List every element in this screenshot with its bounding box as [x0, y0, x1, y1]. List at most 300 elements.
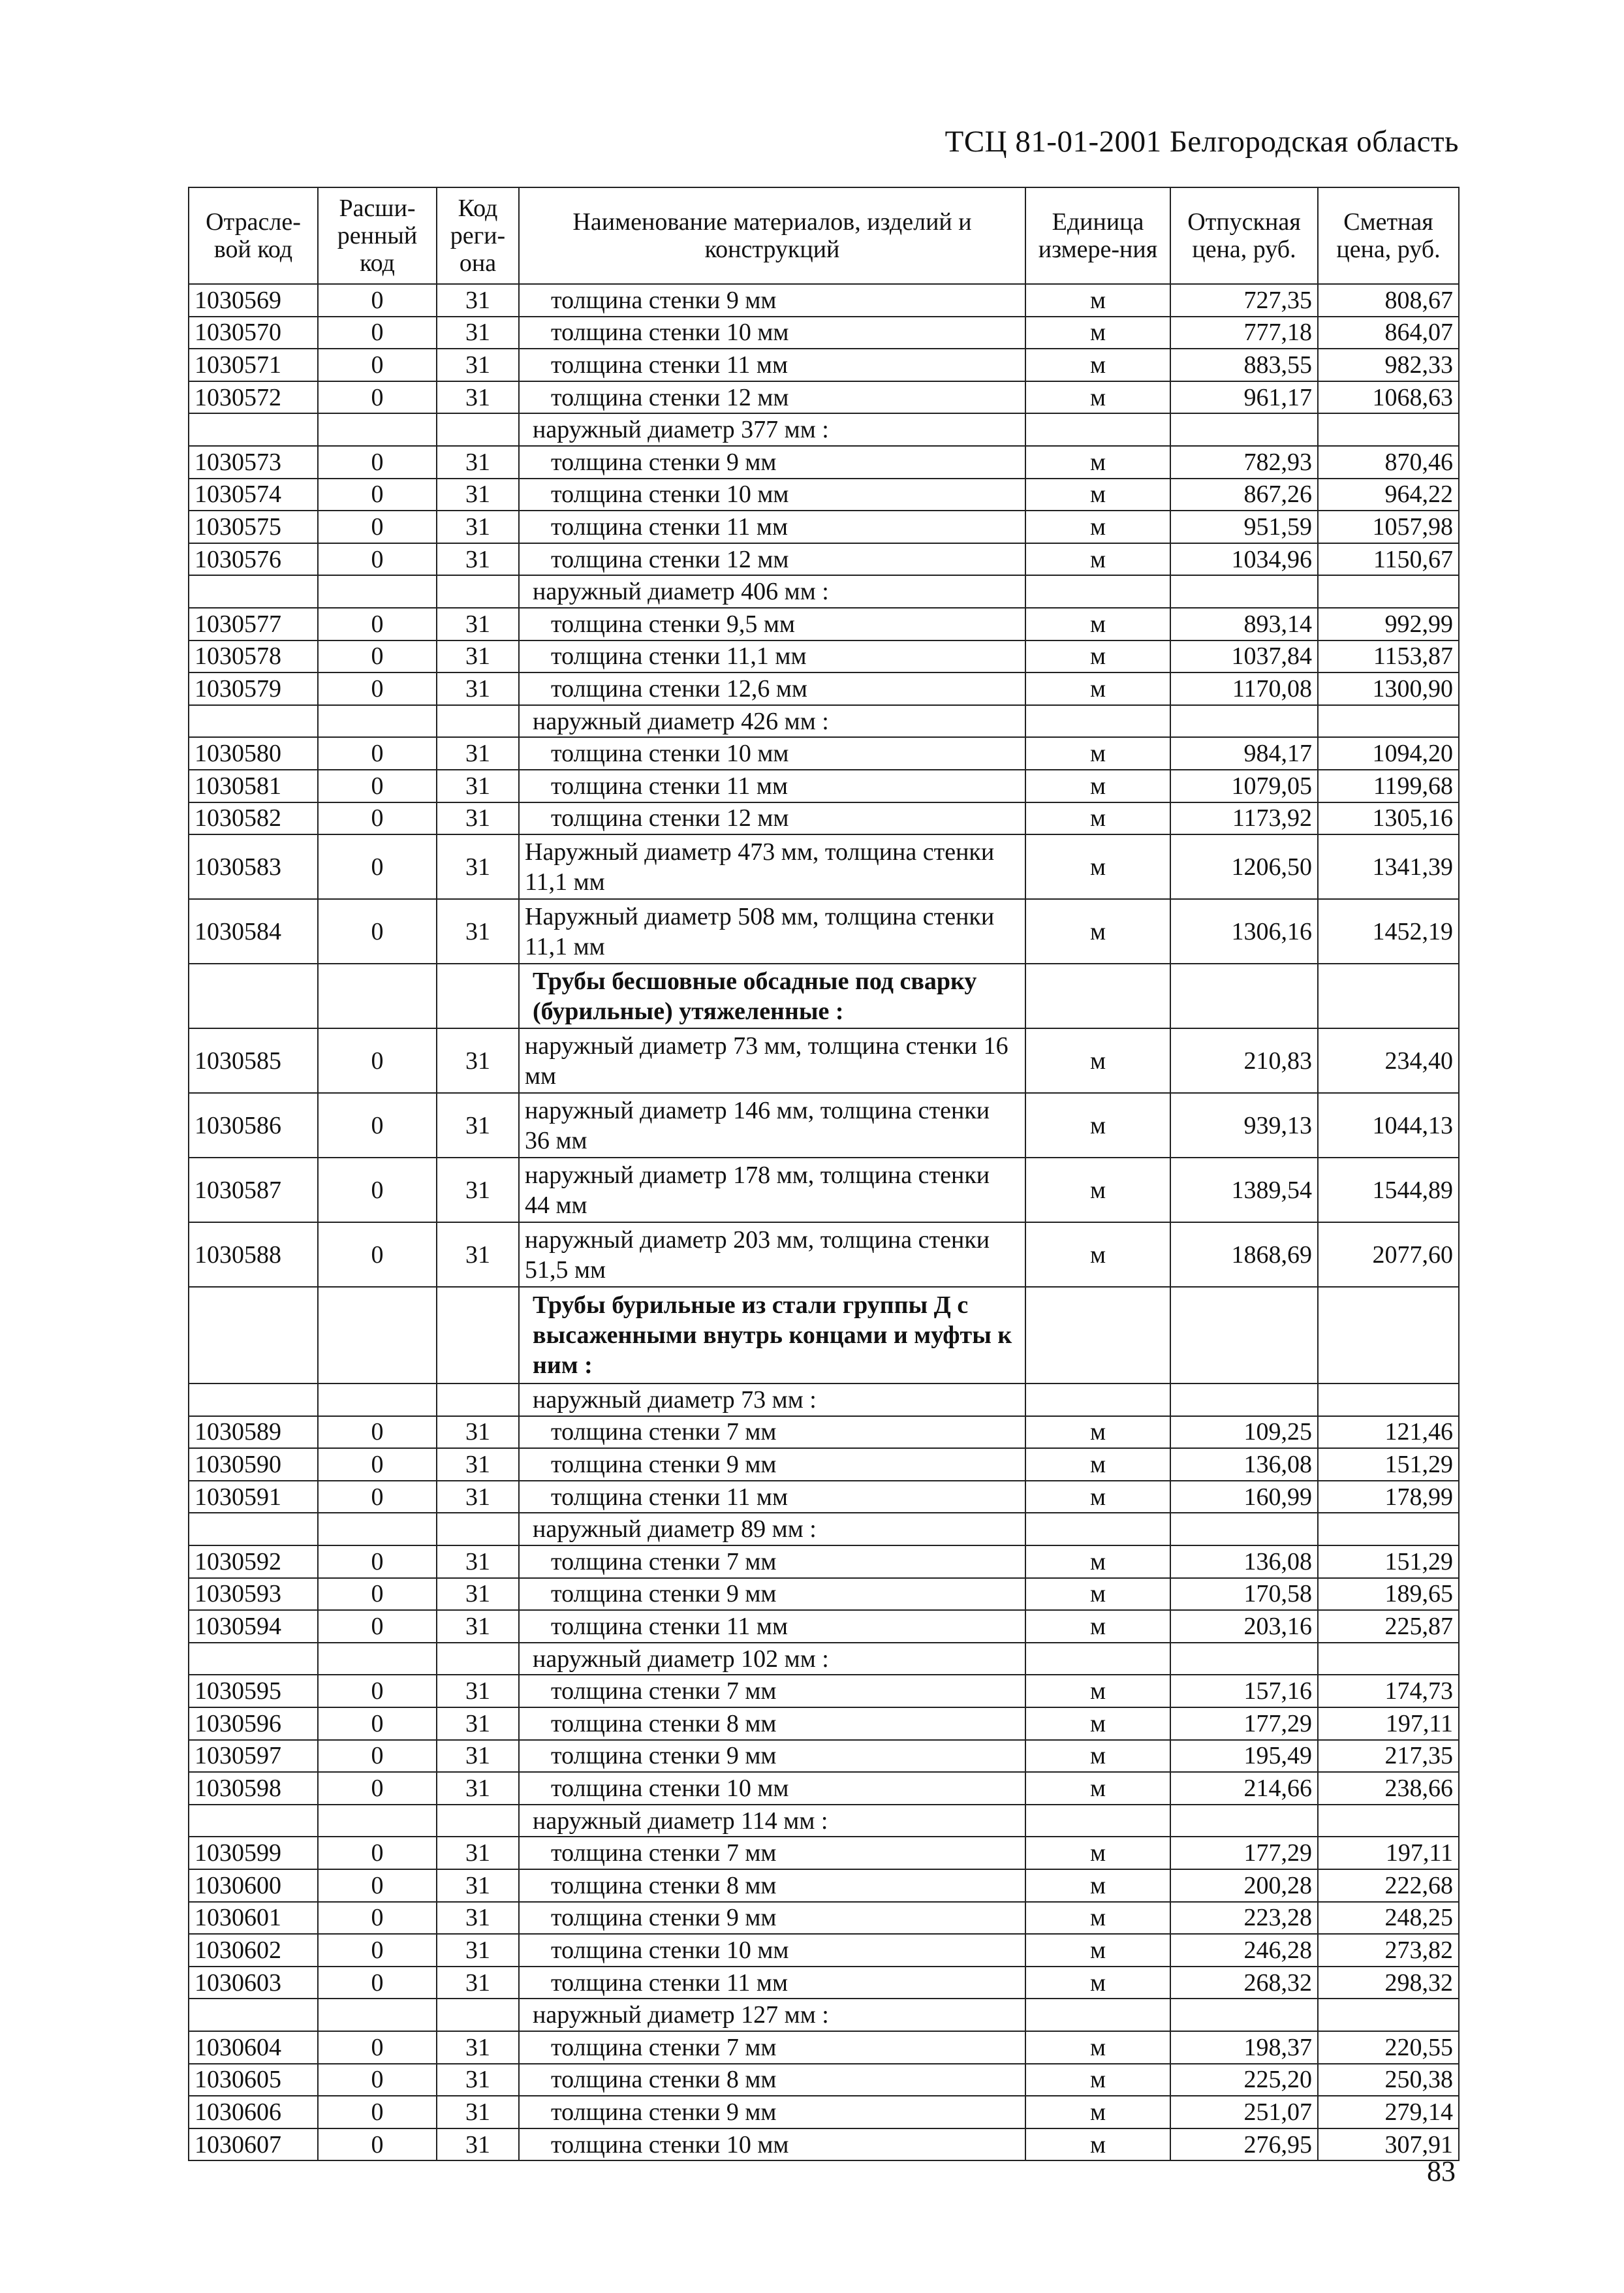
cell-estimate — [1318, 1513, 1459, 1545]
cell-unit: м — [1025, 317, 1170, 349]
cell-code: 1030606 — [189, 2096, 318, 2128]
cell-region: 31 — [437, 1222, 519, 1287]
table-header-row — [189, 187, 1459, 284]
cell-unit: м — [1025, 834, 1170, 899]
cell-ext-code: 0 — [318, 511, 437, 543]
cell-price — [1170, 1643, 1318, 1675]
cell-name: толщина стенки 8 мм — [519, 1707, 1025, 1740]
cell-estimate: 250,38 — [1318, 2064, 1459, 2096]
cell-code: 1030602 — [189, 1934, 318, 1967]
cell-ext-code: 0 — [318, 1481, 437, 1513]
cell-code: 1030598 — [189, 1772, 318, 1805]
cell-unit — [1025, 1513, 1170, 1545]
cell-price: 210,83 — [1170, 1028, 1318, 1093]
cell-region — [437, 705, 519, 738]
col-header-unit: Единица измере-ния — [1025, 187, 1170, 284]
cell-estimate — [1318, 1384, 1459, 1416]
cell-price: 867,26 — [1170, 479, 1318, 511]
cell-estimate: 870,46 — [1318, 446, 1459, 479]
cell-estimate: 151,29 — [1318, 1545, 1459, 1578]
cell-ext-code: 0 — [318, 1740, 437, 1773]
table-row — [189, 1578, 1459, 1611]
cell-name: толщина стенки 9 мм — [519, 1578, 1025, 1611]
cell-price: 203,16 — [1170, 1610, 1318, 1643]
cell-unit: м — [1025, 2096, 1170, 2128]
cell-ext-code: 0 — [318, 1093, 437, 1158]
cell-price — [1170, 1513, 1318, 1545]
table-row — [189, 1772, 1459, 1805]
cell-region: 31 — [437, 284, 519, 317]
table-row — [189, 640, 1459, 673]
cell-code: 1030581 — [189, 770, 318, 802]
cell-unit: м — [1025, 1610, 1170, 1643]
cell-price: 170,58 — [1170, 1578, 1318, 1611]
cell-region: 31 — [437, 511, 519, 543]
cell-ext-code: 0 — [318, 2064, 437, 2096]
cell-estimate: 298,32 — [1318, 1967, 1459, 1999]
cell-code: 1030580 — [189, 737, 318, 770]
table-row — [189, 1740, 1459, 1773]
cell-price: 251,07 — [1170, 2096, 1318, 2128]
cell-ext-code: 0 — [318, 737, 437, 770]
cell-name: толщина стенки 9 мм — [519, 2096, 1025, 2128]
cell-region: 31 — [437, 770, 519, 802]
cell-price — [1170, 1384, 1318, 1416]
cell-name: наружный диаметр 203 мм, толщина стенки 51,5 мм — [519, 1222, 1025, 1287]
cell-region: 31 — [437, 2031, 519, 2064]
cell-unit: м — [1025, 1416, 1170, 1449]
cell-name: толщина стенки 7 мм — [519, 1675, 1025, 1707]
cell-ext-code: 0 — [318, 1869, 437, 1902]
cell-name: толщина стенки 7 мм — [519, 1837, 1025, 1869]
table-row — [189, 317, 1459, 349]
cell-code: 1030595 — [189, 1675, 318, 1707]
cell-unit: м — [1025, 1902, 1170, 1935]
cell-price: 160,99 — [1170, 1481, 1318, 1513]
cell-price: 1306,16 — [1170, 899, 1318, 964]
cell-price: 939,13 — [1170, 1093, 1318, 1158]
cell-ext-code — [318, 964, 437, 1028]
cell-unit: м — [1025, 349, 1170, 381]
cell-price: 883,55 — [1170, 349, 1318, 381]
cell-name: толщина стенки 10 мм — [519, 737, 1025, 770]
cell-unit — [1025, 705, 1170, 738]
cell-price: 198,37 — [1170, 2031, 1318, 2064]
cell-region: 31 — [437, 381, 519, 414]
cell-price: 951,59 — [1170, 511, 1318, 543]
cell-estimate — [1318, 1999, 1459, 2031]
cell-unit: м — [1025, 1837, 1170, 1869]
cell-code: 1030572 — [189, 381, 318, 414]
cell-price: 1206,50 — [1170, 834, 1318, 899]
cell-code: 1030591 — [189, 1481, 318, 1513]
cell-unit: м — [1025, 737, 1170, 770]
cell-code: 1030579 — [189, 672, 318, 705]
cell-ext-code: 0 — [318, 1158, 437, 1222]
table-row — [189, 1902, 1459, 1935]
table-row — [189, 511, 1459, 543]
cell-estimate: 1150,67 — [1318, 543, 1459, 576]
col-header-ext: Расши-ренный код — [318, 187, 437, 284]
cell-unit: м — [1025, 2128, 1170, 2161]
cell-name: Трубы бурильные из стали группы Д с высаженными внутрь концами и муфты к ним : — [519, 1287, 1025, 1384]
table-row — [189, 349, 1459, 381]
cell-region: 31 — [437, 349, 519, 381]
cell-unit: м — [1025, 381, 1170, 414]
cell-name: толщина стенки 12,6 мм — [519, 672, 1025, 705]
cell-estimate — [1318, 413, 1459, 446]
cell-code — [189, 1805, 318, 1837]
table-row — [189, 1448, 1459, 1481]
cell-estimate — [1318, 1287, 1459, 1384]
col-header-region: Код реги-она — [437, 187, 519, 284]
table-row — [189, 1028, 1459, 1093]
cell-region: 31 — [437, 1610, 519, 1643]
table-row — [189, 802, 1459, 835]
cell-ext-code — [318, 1805, 437, 1837]
cell-code: 1030594 — [189, 1610, 318, 1643]
cell-price — [1170, 1287, 1318, 1384]
cell-unit: м — [1025, 479, 1170, 511]
cell-unit: м — [1025, 672, 1170, 705]
cell-price: 276,95 — [1170, 2128, 1318, 2161]
cell-unit: м — [1025, 1158, 1170, 1222]
cell-code: 1030586 — [189, 1093, 318, 1158]
cell-price — [1170, 964, 1318, 1028]
cell-ext-code: 0 — [318, 1837, 437, 1869]
cell-unit: м — [1025, 1740, 1170, 1773]
table-section-row — [189, 1513, 1459, 1545]
cell-ext-code: 0 — [318, 802, 437, 835]
cell-estimate: 151,29 — [1318, 1448, 1459, 1481]
cell-name: наружный диаметр 114 мм : — [519, 1805, 1025, 1837]
cell-region — [437, 575, 519, 608]
cell-code: 1030588 — [189, 1222, 318, 1287]
cell-ext-code: 0 — [318, 1902, 437, 1935]
table-row — [189, 1093, 1459, 1158]
cell-code: 1030574 — [189, 479, 318, 511]
table-row — [189, 446, 1459, 479]
cell-code: 1030600 — [189, 1869, 318, 1902]
cell-code: 1030585 — [189, 1028, 318, 1093]
cell-code — [189, 1513, 318, 1545]
cell-price: 177,29 — [1170, 1837, 1318, 1869]
table-body — [189, 284, 1459, 2160]
cell-ext-code — [318, 1999, 437, 2031]
cell-code: 1030587 — [189, 1158, 318, 1222]
table-row — [189, 672, 1459, 705]
page-header: ТСЦ 81-01-2001 Белгородская область — [945, 125, 1459, 159]
cell-region: 31 — [437, 1707, 519, 1740]
cell-name: толщина стенки 9 мм — [519, 1902, 1025, 1935]
cell-ext-code: 0 — [318, 349, 437, 381]
table-row — [189, 899, 1459, 964]
cell-name: толщина стенки 8 мм — [519, 1869, 1025, 1902]
table-row — [189, 834, 1459, 899]
table-section-row — [189, 1643, 1459, 1675]
cell-estimate: 279,14 — [1318, 2096, 1459, 2128]
table-row — [189, 1610, 1459, 1643]
table-row — [189, 737, 1459, 770]
table-row — [189, 1416, 1459, 1449]
cell-price: 246,28 — [1170, 1934, 1318, 1967]
cell-estimate: 1044,13 — [1318, 1093, 1459, 1158]
table-row — [189, 770, 1459, 802]
cell-price: 136,08 — [1170, 1545, 1318, 1578]
cell-region: 31 — [437, 737, 519, 770]
cell-unit: м — [1025, 1028, 1170, 1093]
cell-price: 157,16 — [1170, 1675, 1318, 1707]
cell-estimate: 1199,68 — [1318, 770, 1459, 802]
cell-name: наружный диаметр 73 мм : — [519, 1384, 1025, 1416]
cell-unit — [1025, 1384, 1170, 1416]
table-row — [189, 381, 1459, 414]
cell-name: толщина стенки 7 мм — [519, 2031, 1025, 2064]
cell-unit: м — [1025, 446, 1170, 479]
cell-region: 31 — [437, 1481, 519, 1513]
cell-estimate: 273,82 — [1318, 1934, 1459, 1967]
cell-estimate: 174,73 — [1318, 1675, 1459, 1707]
cell-region: 31 — [437, 802, 519, 835]
cell-name: наружный диаметр 146 мм, толщина стенки 36 мм — [519, 1093, 1025, 1158]
table-row — [189, 1967, 1459, 1999]
cell-ext-code: 0 — [318, 672, 437, 705]
cell-price: 1389,54 — [1170, 1158, 1318, 1222]
cell-name: Трубы бесшовные обсадные под сварку (бурильные) утяжеленные : — [519, 964, 1025, 1028]
page-number: 83 — [1427, 2155, 1456, 2187]
cell-code: 1030582 — [189, 802, 318, 835]
cell-name: толщина стенки 11 мм — [519, 1481, 1025, 1513]
cell-estimate: 1057,98 — [1318, 511, 1459, 543]
cell-price: 1868,69 — [1170, 1222, 1318, 1287]
cell-region: 31 — [437, 1448, 519, 1481]
cell-name: толщина стенки 11 мм — [519, 1967, 1025, 1999]
cell-price: 200,28 — [1170, 1869, 1318, 1902]
cell-ext-code: 0 — [318, 317, 437, 349]
cell-estimate: 220,55 — [1318, 2031, 1459, 2064]
cell-code: 1030596 — [189, 1707, 318, 1740]
cell-ext-code: 0 — [318, 543, 437, 576]
cell-name: толщина стенки 9,5 мм — [519, 608, 1025, 640]
cell-ext-code: 0 — [318, 1545, 437, 1578]
table-row — [189, 1481, 1459, 1513]
table-row — [189, 608, 1459, 640]
cell-code — [189, 1384, 318, 1416]
cell-code: 1030571 — [189, 349, 318, 381]
cell-unit — [1025, 1643, 1170, 1675]
cell-region: 31 — [437, 1869, 519, 1902]
table-section-row — [189, 1805, 1459, 1837]
cell-ext-code: 0 — [318, 608, 437, 640]
cell-ext-code: 0 — [318, 1707, 437, 1740]
cell-region — [437, 1999, 519, 2031]
cell-ext-code — [318, 705, 437, 738]
table-section-row — [189, 575, 1459, 608]
cell-price — [1170, 575, 1318, 608]
table-group-row — [189, 964, 1459, 1028]
cell-unit: м — [1025, 1578, 1170, 1611]
table-row — [189, 479, 1459, 511]
cell-price: 268,32 — [1170, 1967, 1318, 1999]
cell-region: 31 — [437, 446, 519, 479]
cell-price: 1170,08 — [1170, 672, 1318, 705]
cell-code: 1030603 — [189, 1967, 318, 1999]
cell-code: 1030584 — [189, 899, 318, 964]
cell-region — [437, 1643, 519, 1675]
cell-unit: м — [1025, 640, 1170, 673]
cell-estimate: 1341,39 — [1318, 834, 1459, 899]
cell-name: наружный диаметр 377 мм : — [519, 413, 1025, 446]
table-row — [189, 1869, 1459, 1902]
cell-ext-code: 0 — [318, 834, 437, 899]
col-header-price: Отпускная цена, руб. — [1170, 187, 1318, 284]
cell-code — [189, 1287, 318, 1384]
cell-unit: м — [1025, 511, 1170, 543]
cell-estimate: 197,11 — [1318, 1707, 1459, 1740]
cell-unit: м — [1025, 608, 1170, 640]
cell-estimate: 992,99 — [1318, 608, 1459, 640]
table-row — [189, 543, 1459, 576]
cell-region: 31 — [437, 2064, 519, 2096]
cell-ext-code: 0 — [318, 640, 437, 673]
cell-estimate: 1300,90 — [1318, 672, 1459, 705]
cell-estimate: 982,33 — [1318, 349, 1459, 381]
cell-price — [1170, 705, 1318, 738]
table-row — [189, 1837, 1459, 1869]
cell-code: 1030607 — [189, 2128, 318, 2161]
cell-name: толщина стенки 8 мм — [519, 2064, 1025, 2096]
cell-name: наружный диаметр 426 мм : — [519, 705, 1025, 738]
cell-region: 31 — [437, 317, 519, 349]
cell-unit: м — [1025, 1772, 1170, 1805]
cell-estimate — [1318, 705, 1459, 738]
cell-region: 31 — [437, 1416, 519, 1449]
cell-code: 1030597 — [189, 1740, 318, 1773]
cell-code — [189, 413, 318, 446]
cell-price — [1170, 413, 1318, 446]
cell-name: толщина стенки 10 мм — [519, 317, 1025, 349]
cell-price: 1037,84 — [1170, 640, 1318, 673]
cell-ext-code: 0 — [318, 284, 437, 317]
cell-region: 31 — [437, 1028, 519, 1093]
cell-name: толщина стенки 10 мм — [519, 479, 1025, 511]
table-row — [189, 1222, 1459, 1287]
cell-estimate: 222,68 — [1318, 1869, 1459, 1902]
cell-price: 195,49 — [1170, 1740, 1318, 1773]
cell-unit: м — [1025, 1481, 1170, 1513]
cell-name: толщина стенки 11 мм — [519, 770, 1025, 802]
table-section-row — [189, 1384, 1459, 1416]
cell-name: наружный диаметр 406 мм : — [519, 575, 1025, 608]
table-section-row — [189, 705, 1459, 738]
col-header-code: Отрасле-вой код — [189, 187, 318, 284]
cell-name: толщина стенки 11 мм — [519, 349, 1025, 381]
table-row — [189, 1707, 1459, 1740]
cell-estimate: 864,07 — [1318, 317, 1459, 349]
cell-name: толщина стенки 7 мм — [519, 1545, 1025, 1578]
cell-estimate: 189,65 — [1318, 1578, 1459, 1611]
cell-price: 225,20 — [1170, 2064, 1318, 2096]
cell-unit: м — [1025, 899, 1170, 964]
cell-price: 214,66 — [1170, 1772, 1318, 1805]
cell-region: 31 — [437, 1837, 519, 1869]
cell-code — [189, 705, 318, 738]
table-row — [189, 1934, 1459, 1967]
cell-ext-code — [318, 1287, 437, 1384]
cell-ext-code — [318, 1513, 437, 1545]
table-row — [189, 2128, 1459, 2161]
table-row — [189, 1675, 1459, 1707]
cell-unit: м — [1025, 1675, 1170, 1707]
cell-price — [1170, 1805, 1318, 1837]
cell-estimate: 238,66 — [1318, 1772, 1459, 1805]
cell-name: толщина стенки 9 мм — [519, 1448, 1025, 1481]
cell-ext-code: 0 — [318, 2128, 437, 2161]
cell-estimate: 1094,20 — [1318, 737, 1459, 770]
price-table — [188, 187, 1460, 2161]
cell-estimate — [1318, 1805, 1459, 1837]
cell-ext-code: 0 — [318, 1448, 437, 1481]
cell-name: толщина стенки 9 мм — [519, 446, 1025, 479]
cell-code: 1030590 — [189, 1448, 318, 1481]
cell-price: 984,17 — [1170, 737, 1318, 770]
cell-price: 223,28 — [1170, 1902, 1318, 1935]
cell-price: 777,18 — [1170, 317, 1318, 349]
col-header-estimate: Сметная цена, руб. — [1318, 187, 1459, 284]
cell-estimate: 1068,63 — [1318, 381, 1459, 414]
cell-unit: м — [1025, 802, 1170, 835]
table-row — [189, 2096, 1459, 2128]
cell-region: 31 — [437, 2096, 519, 2128]
table-group-row — [189, 1287, 1459, 1384]
cell-region — [437, 964, 519, 1028]
cell-ext-code: 0 — [318, 770, 437, 802]
cell-region: 31 — [437, 1578, 519, 1611]
cell-price: 177,29 — [1170, 1707, 1318, 1740]
cell-estimate: 197,11 — [1318, 1837, 1459, 1869]
cell-estimate: 248,25 — [1318, 1902, 1459, 1935]
cell-code: 1030605 — [189, 2064, 318, 2096]
cell-ext-code: 0 — [318, 899, 437, 964]
cell-estimate — [1318, 964, 1459, 1028]
cell-price: 727,35 — [1170, 284, 1318, 317]
cell-code — [189, 575, 318, 608]
cell-region — [437, 1287, 519, 1384]
cell-code: 1030593 — [189, 1578, 318, 1611]
cell-name: толщина стенки 12 мм — [519, 381, 1025, 414]
cell-ext-code: 0 — [318, 1222, 437, 1287]
cell-code: 1030592 — [189, 1545, 318, 1578]
cell-name: толщина стенки 9 мм — [519, 1740, 1025, 1773]
cell-estimate: 1305,16 — [1318, 802, 1459, 835]
cell-estimate: 2077,60 — [1318, 1222, 1459, 1287]
cell-unit — [1025, 413, 1170, 446]
cell-region — [437, 1805, 519, 1837]
cell-estimate: 1452,19 — [1318, 899, 1459, 964]
cell-ext-code — [318, 575, 437, 608]
cell-name: наружный диаметр 178 мм, толщина стенки 44 мм — [519, 1158, 1025, 1222]
cell-price: 961,17 — [1170, 381, 1318, 414]
cell-unit: м — [1025, 1093, 1170, 1158]
cell-region: 31 — [437, 479, 519, 511]
cell-code: 1030599 — [189, 1837, 318, 1869]
cell-name: Наружный диаметр 473 мм, толщина стенки 11,1 мм — [519, 834, 1025, 899]
cell-region: 31 — [437, 672, 519, 705]
cell-estimate: 1544,89 — [1318, 1158, 1459, 1222]
cell-name: Наружный диаметр 508 мм, толщина стенки 11,1 мм — [519, 899, 1025, 964]
cell-unit: м — [1025, 1707, 1170, 1740]
cell-code: 1030583 — [189, 834, 318, 899]
